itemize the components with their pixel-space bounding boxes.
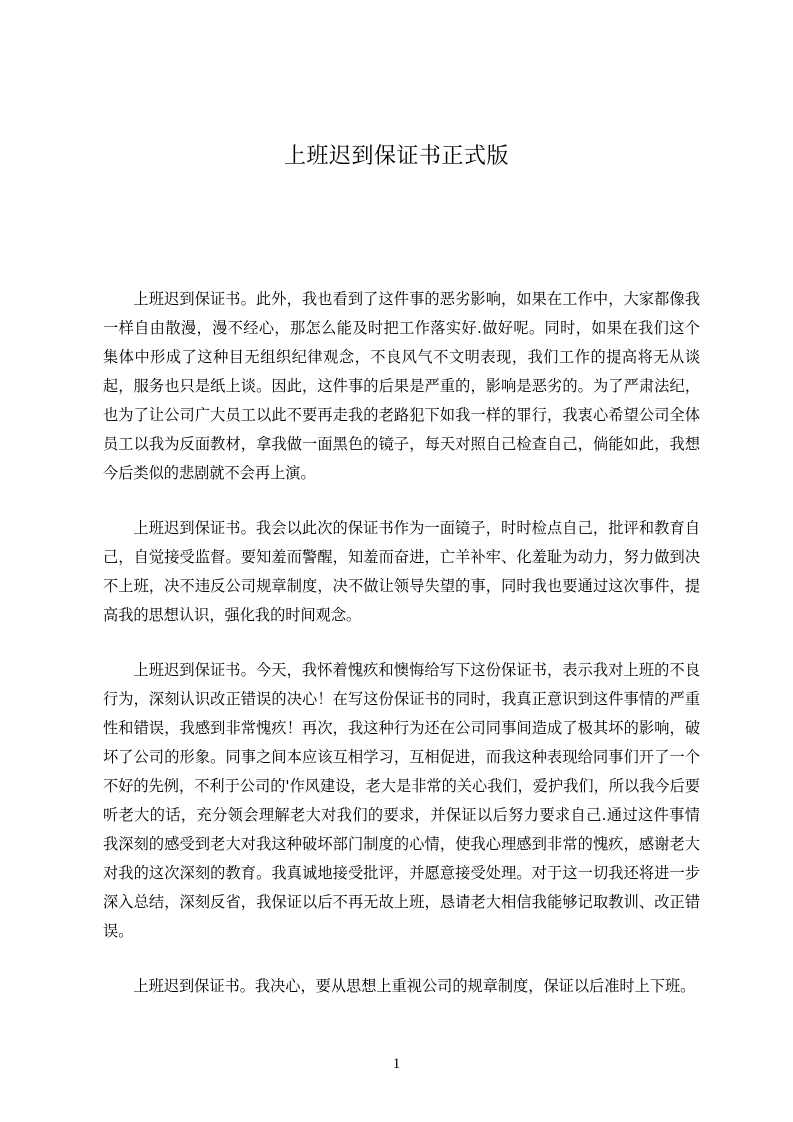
paragraph-4: 上班迟到保证书。我决心，要从思想上重视公司的规章制度，保证以后准时上下班。 (133, 977, 696, 995)
paragraph-3: 上班迟到保证书。今天，我怀着愧疚和懊悔给写下这份保证书，表示我对上班的不良行为，深刻认识改正错误的决心！在写这份保证书的同时，我真正意识到这件事情的严重性和错误，我感到非常愧疚！再次，我这种行为还在公司同事间造成了极其坏的影响，破坏了公司的形象。同事之间本应该互相学习，互相促进，而我这种表现给同事们开了一个不好的先例，不利于公司的'作风建设，老大是非常的关心我们，爱护我们，所以我今后要听老大的话，充分领会理解老大对我们的要求，并保证以后努力要求自己.通过这件事情我深刻的感受到老大对我这种破坏部门制度的心情，使我心理感到非常的愧疚，感谢老大对我的这次深刻的教育。我真诚地接受批评，并愿意接受处理。对于这一切我还将进一步深入总结，深刻反省，我保证以后不再无故上班，恳请老大相信我能够记取教训、改正错误。 (103, 661, 700, 940)
document-title: 上班迟到保证书正式版 (283, 144, 509, 169)
paragraph-1: 上班迟到保证书。此外，我也看到了这件事的恶劣影响，如果在工作中，大家都像我一样自由散漫，漫不经心，那怎么能及时把工作落实好.做好呢。同时，如果在我们这个集体中形成了这种目无组织纪律观念，不良风气不文明表现，我们工作的提高将无从谈起，服务也只是纸上谈。因此，这件事的后果是严重的，影响是恶劣的。为了严肃法纪，也为了让公司广大员工以此不要再走我的老路犯下如我一样的罪行，我衷心希望公司全体员工以我为反面教材，拿我做一面黑色的镜子，每天对照自己检查自己，倘能如此，我想今后类似的悲剧就不会再上演。 (103, 290, 700, 482)
paragraph-2: 上班迟到保证书。我会以此次的保证书作为一面镜子，时时检点自己，批评和教育自己，自觉接受监督。要知羞而警醒，知羞而奋进，亡羊补牢、化羞耻为动力，努力做到决不上班，决不违反公司规章制度，决不做让领导失望的事，同时我也要通过这次事件，提高我的思想认识，强化我的时间观念。 (103, 519, 700, 624)
page-number: 1 (392, 1056, 401, 1072)
document-body (103, 285, 700, 1027)
